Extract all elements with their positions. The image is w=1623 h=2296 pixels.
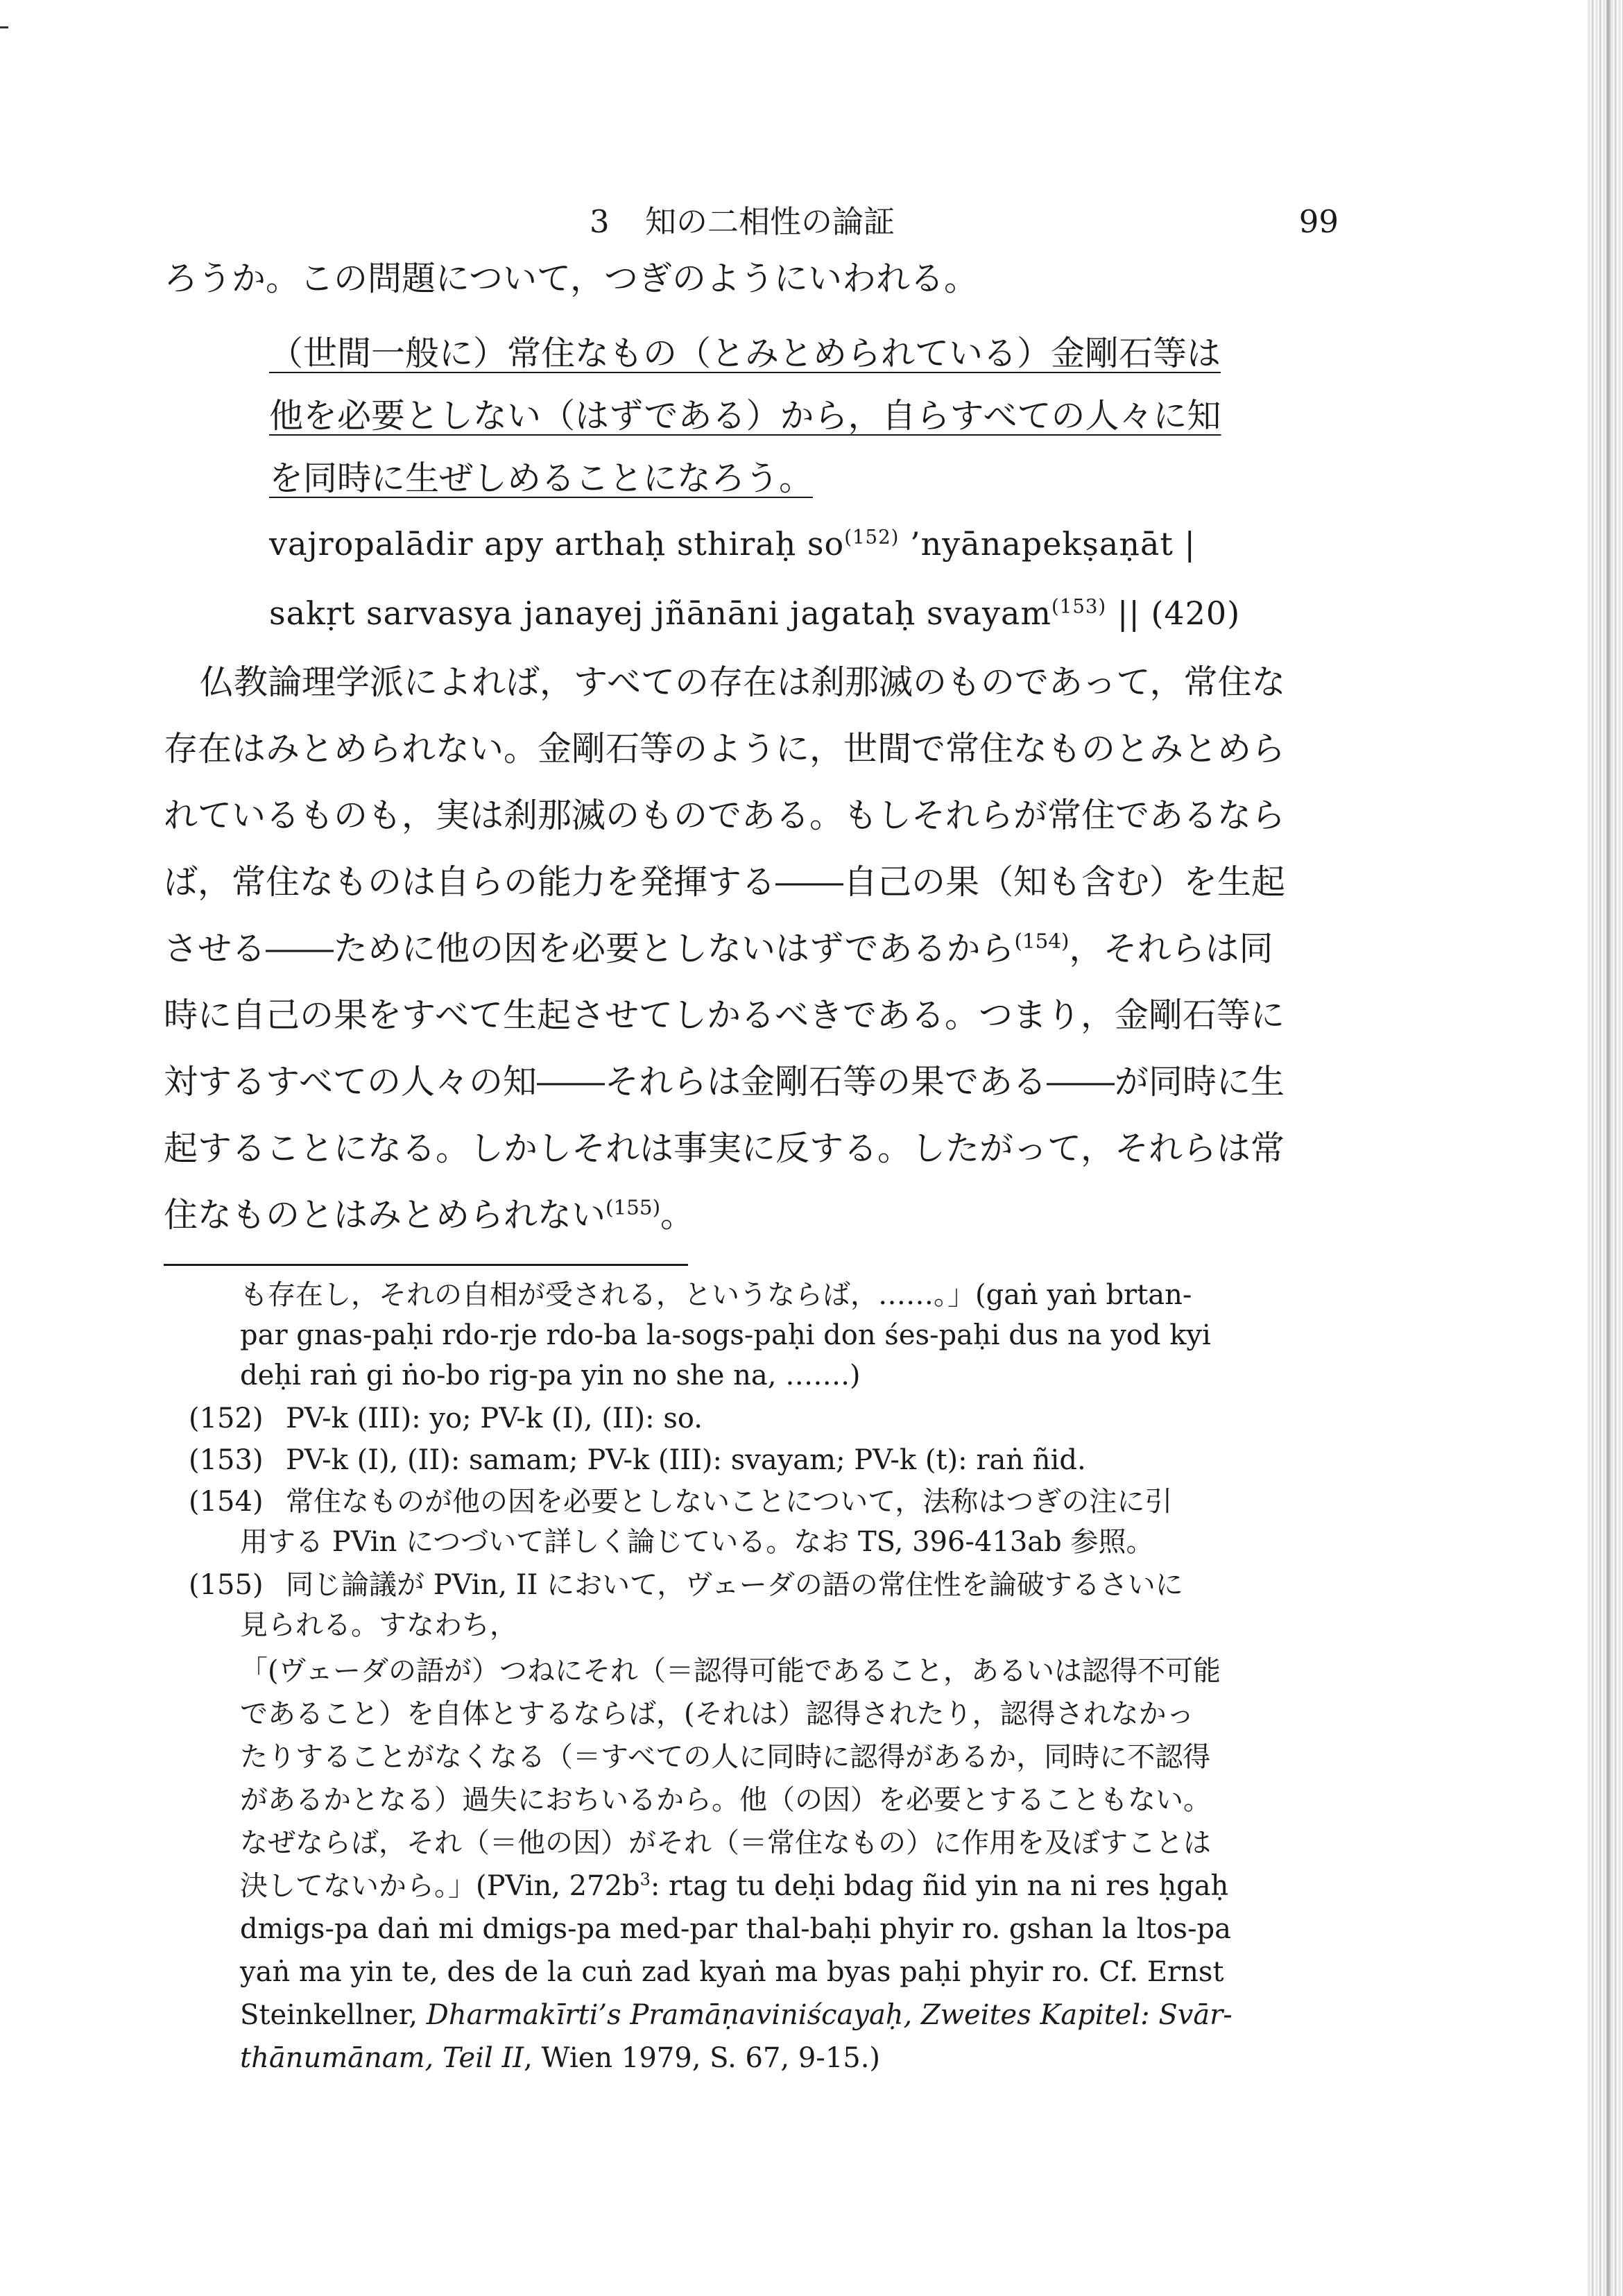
quote-line-5: なぜならば，それ（＝他の因）がそれ（＝常住なもの）に作用を及ぼすことは bbox=[240, 1827, 1211, 1859]
footnote-text: 常住なものが他の因を必要としないことについて，法称はつぎの注に引 bbox=[286, 1486, 1173, 1518]
chapter-title: 知の二相性の論証 bbox=[645, 203, 895, 240]
quote-line-10 bbox=[240, 2039, 880, 2077]
para-line-4: ば，常住なものは自らの能力を発揮する――自己の果（知も含む）を生起 bbox=[164, 862, 1286, 902]
para-text: させる――ために他の因を必要としないはずであるから bbox=[164, 929, 1015, 968]
footnote-rule bbox=[164, 1264, 688, 1266]
footnote-number: (153) bbox=[189, 1444, 264, 1476]
quote-line-2: であること）を自体とするならば，(それは）認得されたり，認得されなかっ bbox=[240, 1698, 1194, 1730]
book-title: Dharmakīrti’s Pramāṇaviniścayaḥ, Zweites Kapitel: Svār- bbox=[426, 1999, 1233, 2031]
verse-sanskrit-line-2 bbox=[269, 588, 1240, 638]
quote-line-9 bbox=[240, 1996, 1233, 2034]
para-line-3: れているものも，実は刹那滅のものである。もしそれらが常住であるなら bbox=[164, 796, 1286, 835]
quote-line-3: たりすることがなくなる（＝すべての人に同時に認得があるか，同時に不認得 bbox=[240, 1741, 1211, 1773]
footnote-cont-line-2: par gnas-paḥi rdo-rje rdo-ba la-sogs-paḥi don śes-paḥi dus na yod kyi bbox=[240, 1319, 1211, 1351]
scan-edge-line bbox=[1606, 0, 1611, 2296]
para-line-5 bbox=[164, 924, 1273, 974]
quote-line-8: yaṅ ma yin te, des de la cuṅ zad kyaṅ ma byas paḥi phyir ro. Cf. Ernst bbox=[240, 1956, 1224, 1988]
para-line-7: 対するすべての人々の知――それらは金剛石等の果である――が同時に生 bbox=[164, 1062, 1285, 1102]
verse-sanskrit-text: vajropalādir apy arthaḥ sthiraḥ so bbox=[269, 525, 845, 563]
verse-jp-line-1: （世間一般に）常住なもの（とみとめられている）金剛石等は bbox=[269, 334, 1221, 373]
footnote-154-cont: 用する PVin につづいて詳しく論じている。なお TS, 396-413ab 参照。 bbox=[240, 1526, 1154, 1558]
page-number: 99 bbox=[1298, 203, 1339, 240]
chapter-number: 3 bbox=[590, 203, 610, 240]
verse-jp-line-3: を同時に生ぜしめることになろう。 bbox=[269, 459, 814, 498]
verse-number: || (420) bbox=[1106, 594, 1241, 632]
note-ref-153: (153) bbox=[1051, 594, 1107, 618]
para-line-6: 時に自己の果をすべて生起させてしかるべきである。つまり，金剛石等に bbox=[164, 995, 1285, 1035]
footnote-number: (155) bbox=[189, 1569, 264, 1601]
para-line-2: 存在はみとめられない。金剛石等のように，世間で常住なものとみとめら bbox=[164, 729, 1286, 769]
footnote-text: 同じ論議が PVin, II において，ヴェーダの語の常住性を論破するさいに bbox=[286, 1569, 1183, 1601]
note-ref-155: (155) bbox=[606, 1195, 661, 1219]
running-header bbox=[590, 201, 1339, 243]
scan-edge bbox=[1587, 0, 1623, 2296]
quote-text: : rtag tu deḥi bdag ñid yin na ni res ḥgaḥ bbox=[650, 1870, 1229, 1902]
footnote-number: (154) bbox=[189, 1486, 264, 1518]
quote-line-4: があるかとなる）過失におちいるから。他（の因）を必要とすることもない。 bbox=[240, 1784, 1211, 1816]
book-title: thānumānam, Teil II bbox=[240, 2042, 524, 2074]
quote-line-1: 「(ヴェーダの語が）つねにそれ（＝認得可能であること，あるいは認得不可能 bbox=[240, 1655, 1221, 1687]
footnote-number: (152) bbox=[189, 1403, 264, 1434]
footnote-text: PV-k (I), (II): samam; PV-k (III): svayam; PV-k (t): raṅ ñid. bbox=[286, 1444, 1086, 1476]
footnote-155-cont: 見られる。すなわち， bbox=[240, 1609, 517, 1641]
quote-text: , Wien 1979, S. 67, 9-15.) bbox=[524, 2042, 881, 2074]
footnote-cont-line-3: deḥi raṅ gi ṅo-bo rig-pa yin no she na, …….) bbox=[240, 1360, 861, 1391]
verse-sanskrit-line-1 bbox=[269, 519, 1196, 569]
footnote-154 bbox=[189, 1483, 1172, 1520]
quote-line-6 bbox=[240, 1867, 1228, 1905]
footnote-152 bbox=[189, 1400, 703, 1437]
quote-text: Steinkellner, bbox=[240, 1999, 427, 2031]
scan-mark bbox=[0, 26, 8, 28]
footnote-cont-line-1: も存在し，それの自相が受される，というならば，……。」(gaṅ yaṅ brtan- bbox=[240, 1279, 1192, 1311]
para-line-1: 仏教論理学派によれば，すべての存在は刹那滅のものであって，常住な bbox=[200, 662, 1286, 702]
para-text: 住なものとはみとめられない bbox=[164, 1195, 606, 1235]
note-ref-154: (154) bbox=[1014, 929, 1070, 953]
footnote-text: PV-k (III): yo; PV-k (I), (II): so. bbox=[286, 1403, 703, 1434]
verse-sanskrit-text: ’nyānapekṣaṇāt | bbox=[899, 525, 1196, 563]
quote-text: 決してないから。」(PVin, 272b bbox=[240, 1870, 640, 1902]
footnote-153 bbox=[189, 1441, 1086, 1479]
para-line-8: 起することになる。しかしそれは事実に反する。したがって，それらは常 bbox=[164, 1129, 1285, 1168]
body-line-1: ろうか。この問題について，つぎのようにいわれる。 bbox=[164, 259, 979, 298]
quote-line-7: dmigs-pa daṅ mi dmigs-pa med-par thal-baḥi phyir ro. gshan la ltos-pa bbox=[240, 1913, 1231, 1945]
verse-sanskrit-text: sakṛt sarvasya janayej jñānāni jagataḥ svayam bbox=[269, 594, 1051, 632]
verse-jp-line-2: 他を必要としない（はずである）から，自らすべての人々に知 bbox=[269, 396, 1221, 436]
para-text: ，それらは同 bbox=[1069, 929, 1273, 968]
para-line-9 bbox=[164, 1190, 694, 1240]
note-ref-152: (152) bbox=[844, 525, 900, 549]
footnote-155 bbox=[189, 1566, 1183, 1604]
para-text: 。 bbox=[660, 1195, 695, 1235]
superscript: 3 bbox=[639, 1869, 651, 1890]
